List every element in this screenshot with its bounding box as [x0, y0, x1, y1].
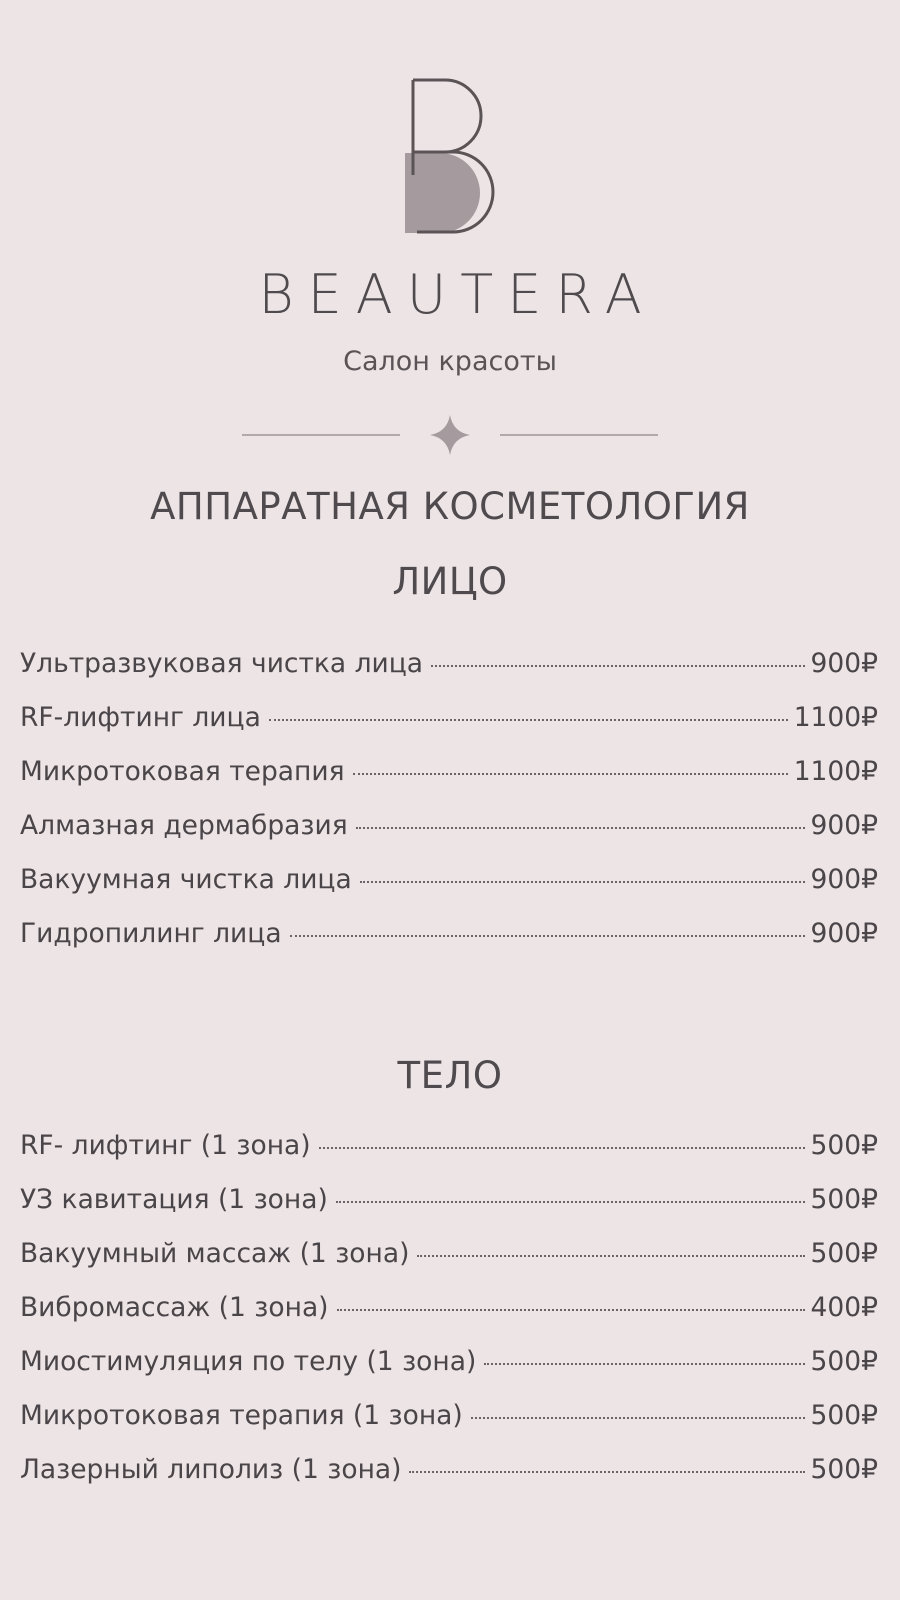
- main-title: АППАРАТНАЯ КОСМЕТОЛОГИЯ: [150, 485, 750, 528]
- service-price: 500₽: [810, 1184, 878, 1215]
- face-price-list: [20, 648, 878, 972]
- dot-leader: [471, 1417, 805, 1419]
- face-section-title: ЛИЦО: [392, 560, 508, 603]
- service-price: 900₽: [810, 648, 878, 679]
- dot-leader: [290, 935, 805, 937]
- service-name: Лазерный липолиз (1 зона): [20, 1454, 402, 1485]
- service-name: Вибромассаж (1 зона): [20, 1292, 329, 1323]
- service-name: Вакуумный массаж (1 зона): [20, 1238, 410, 1269]
- service-price: 900₽: [810, 810, 878, 841]
- dot-leader: [431, 665, 805, 667]
- price-row: [20, 1238, 878, 1292]
- service-name: УЗ кавитация (1 зона): [20, 1184, 328, 1215]
- price-row: [20, 648, 878, 702]
- dot-leader: [337, 1309, 805, 1311]
- dot-leader: [353, 773, 788, 775]
- price-row: [20, 1346, 878, 1400]
- dot-leader: [356, 827, 805, 829]
- price-row: [20, 1400, 878, 1454]
- price-row: [20, 702, 878, 756]
- service-price: 500₽: [810, 1454, 878, 1485]
- dot-leader: [417, 1255, 804, 1257]
- price-row: [20, 918, 878, 972]
- service-price: 400₽: [810, 1292, 878, 1323]
- price-row: [20, 864, 878, 918]
- service-price: 500₽: [810, 1346, 878, 1377]
- service-name: Миостимуляция по телу (1 зона): [20, 1346, 477, 1377]
- service-name: Алмазная дермабразия: [20, 810, 348, 841]
- service-name: Вакуумная чистка лица: [20, 864, 352, 895]
- service-name: RF-лифтинг лица: [20, 702, 261, 733]
- dot-leader: [319, 1147, 805, 1149]
- service-price: 1100₽: [793, 756, 878, 787]
- service-price: 900₽: [810, 864, 878, 895]
- dot-leader: [336, 1201, 805, 1203]
- service-name: Гидропилинг лица: [20, 918, 282, 949]
- brand-name: BEAUTERA: [258, 263, 656, 326]
- beautera-logo-icon: [395, 75, 505, 235]
- brand-subtitle: Салон красоты: [343, 346, 557, 377]
- service-name: Микротоковая терапия: [20, 756, 345, 787]
- service-name: RF- лифтинг (1 зона): [20, 1130, 311, 1161]
- dot-leader: [484, 1363, 804, 1365]
- service-price: 500₽: [810, 1130, 878, 1161]
- service-name: Микротоковая терапия (1 зона): [20, 1400, 463, 1431]
- dot-leader: [409, 1471, 804, 1473]
- body-section-title: ТЕЛО: [397, 1054, 503, 1097]
- price-row: [20, 810, 878, 864]
- price-row: [20, 1184, 878, 1238]
- service-price: 900₽: [810, 918, 878, 949]
- price-row: [20, 1454, 878, 1508]
- service-price: 500₽: [810, 1238, 878, 1269]
- service-name: Ультразвуковая чистка лица: [20, 648, 424, 679]
- service-price: 500₽: [810, 1400, 878, 1431]
- body-price-list: [20, 1130, 878, 1508]
- price-row: [20, 1130, 878, 1184]
- sparkle-divider-icon: [240, 412, 660, 458]
- dot-leader: [269, 719, 788, 721]
- price-row: [20, 1292, 878, 1346]
- dot-leader: [360, 881, 805, 883]
- service-price: 1100₽: [793, 702, 878, 733]
- price-row: [20, 756, 878, 810]
